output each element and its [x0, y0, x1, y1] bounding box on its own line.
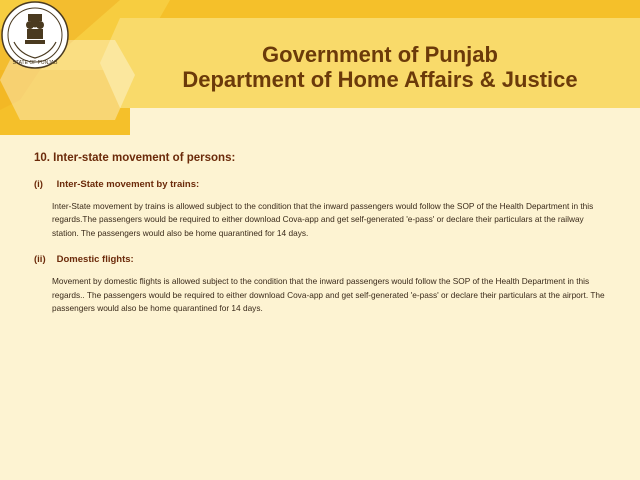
page-title-line2: Department of Home Affairs & Justice	[182, 67, 578, 92]
document-body	[34, 152, 614, 329]
subsection-number: (i)	[34, 179, 43, 190]
punjab-seal-icon	[0, 0, 70, 70]
subsection-title: Inter-State movement by trains:	[56, 179, 200, 190]
section-heading: 10. Inter-state movement of persons:	[34, 152, 236, 164]
paragraph-flights: Movement by domestic flights is allowed subject to the condition that the inward passengers would follow the SOP of the Health Department in this regards.. The passengers would be required to either download Cova-app and get self-generated 'e-pass' or declare their particulars at the airport. The passengers would also be home quarantined for 14 days.	[52, 276, 605, 314]
paragraph-trains: Inter-State movement by trains is allowed subject to the condition that the inward passengers would follow the SOP of the Health Department in this regards.The passengers would be required to either download Cova-app and get self-generated 'e-pass' or declare their particulars at the railway station. The passengers would also be home quarantined for 14 days.	[52, 201, 594, 238]
header-banner	[0, 0, 640, 145]
subsection-heading-trains	[34, 179, 614, 190]
page-title-line1: Government of Punjab	[262, 42, 498, 67]
subsection-number: (ii)	[34, 254, 46, 266]
subsection-heading-flights	[34, 254, 614, 265]
svg-text:STATE OF PUNJAB: STATE OF PUNJAB	[12, 60, 58, 66]
subsection-title: Domestic flights:	[56, 254, 134, 266]
